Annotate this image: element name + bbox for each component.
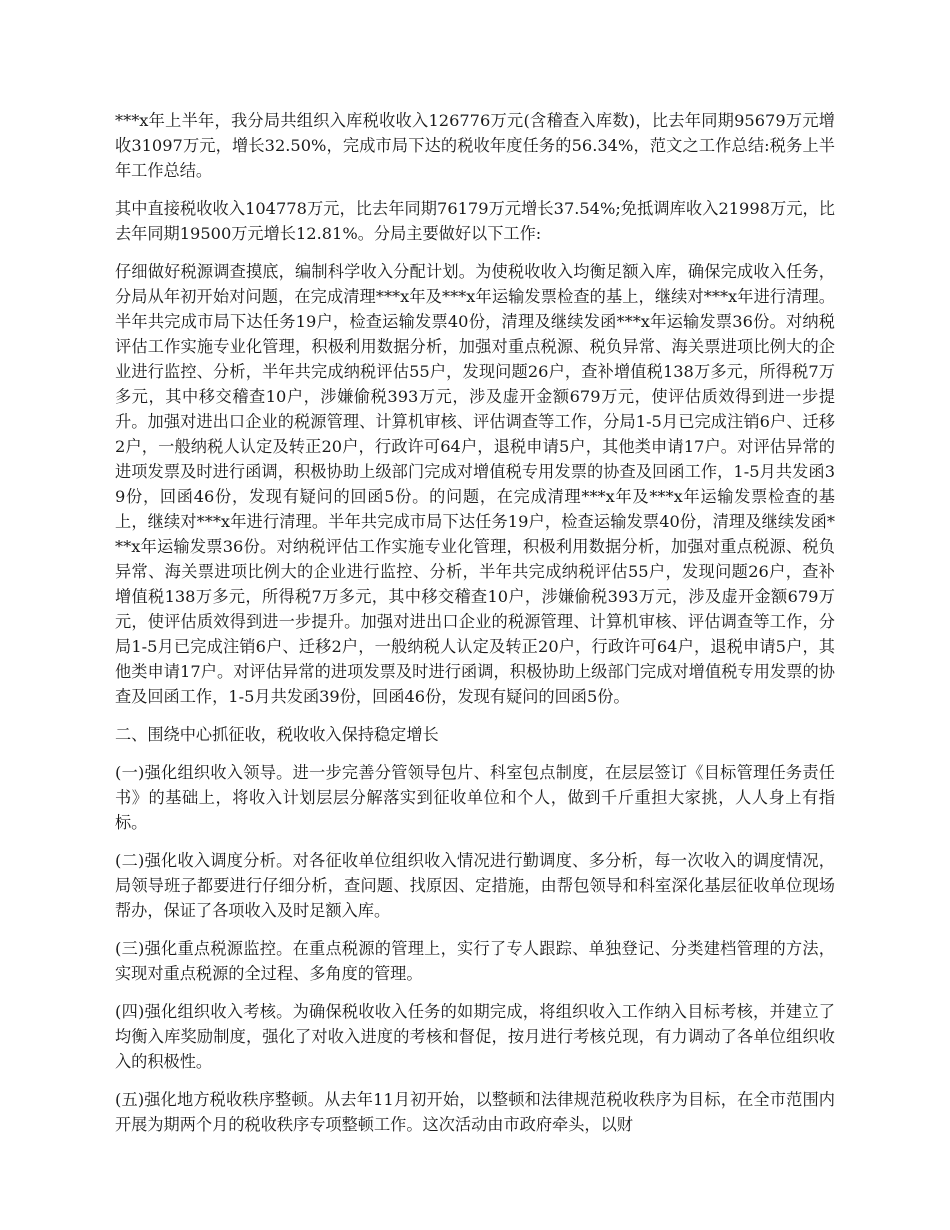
paragraph-item-4: (四)强化组织收入考核。为确保税收收入任务的如期完成，将组织收入工作纳入目标考核，并建立了均衡入库奖励制度，强化了对收入进度的考核和督促，按月进行考核兑现，有力调动了各单位组织收入的积极性。 [115, 1002, 835, 1071]
paragraph-item-2: (二)强化收入调度分析。对各征收单位组织收入情况进行勤调度、多分析，每一次收入的调度情况，局领导班子都要进行仔细分析，查问题、找原因、定措施，由帮包领导和科室深化基层征收单位现场帮办，保证了各项收入及时足额入库。 [115, 851, 835, 920]
section-heading: 二、围绕中心抓征收，税收收入保持稳定增长 [115, 725, 439, 744]
document-page [115, 108, 835, 1150]
paragraph-revenue-breakdown: 其中直接税收收入104778万元，比去年同期76179万元增长37.54%;免抵调库收入21998万元，比去年同期19500万元增长12.81%。分局主要做好以下工作: [115, 199, 835, 243]
paragraph-tax-source-survey: 仔细做好税源调查摸底，编制科学收入分配计划。为使税收收入均衡足额入库，确保完成收入任务，分局从年初开始对问题，在完成清理***x年及***x年运输发票检查的基上，继续对***x年进行清理。半年共完成市局下达任务19户，检查运输发票40份，清理及继续发函***x年运输发票36份。对纳税评估工作实施专业化管理，积极利用数据分析，加强对重点税源、税负异常、海关票进项比例大的企业进行监控、分析，半年共完成纳税评估55户，发现问题26户，查补增值税138万多元，所得税7万多元，其中移交稽查10户，涉嫌偷税393万元，涉及虚开金额679万元，使评估质效得到进一步提升。加强对进出口企业的税源管理、计算机审核、评估调查等工作，分局1-5月已完成注销6户、迁移2户，一般纳税人认定及转正20户，行政许可64户，退税申请5户，其他类申请17户。对评估异常的进项发票及时进行函调，积极协助上级部门完成对增值税专用发票的协查及回函工作，1-5月共发函39份，回函46份，发现有疑问的回函5份。的问题，在完成清理***x年及***x年运输发票检查的基上，继续对***x年进行清理。半年共完成市局下达任务19户，检查运输发票40份，清理及继续发函***x年运输发票36份。对纳税评估工作实施专业化管理，积极利用数据分析，加强对重点税源、税负异常、海关票进项比例大的企业进行监控、分析，半年共完成纳税评估55户，发现问题26户，查补增值税138万多元，所得税7万多元，其中移交稽查10户，涉嫌偷税393万元，涉及虚开金额679万元，使评估质效得到进一步提升。加强对进出口企业的税源管理、计算机审核、评估调查等工作，分局1-5月已完成注销6户、迁移2户，一般纳税人认定及转正20户，行政许可64户，退税申请5户，其他类申请17户。对评估异常的进项发票及时进行函调，积极协助上级部门完成对增值税专用发票的协查及回函工作，1-5月共发函39份，回函46份，发现有疑问的回函5份。 [115, 262, 835, 706]
paragraph-item-1: (一)强化组织收入领导。进一步完善分管领导包片、科室包点制度，在层层签订《目标管理任务责任书》的基础上，将收入计划层层分解落实到征收单位和个人，做到千斤重担大家挑，人人身上有指标。 [115, 763, 835, 832]
paragraph-summary: ***x年上半年，我分局共组织入库税收收入126776万元(含稽查入库数)，比去年同期95679万元增收31097万元，增长32.50%，完成市局下达的税收年度任务的56.34%，范文之工作总结:税务上半年工作总结。 [115, 111, 835, 180]
paragraph-item-3: (三)强化重点税源监控。在重点税源的管理上，实行了专人跟踪、单独登记、分类建档管理的方法，实现对重点税源的全过程、多角度的管理。 [115, 939, 835, 983]
paragraph-item-5: (五)强化地方税收秩序整顿。从去年11月初开始，以整顿和法律规范税收秩序为目标，在全市范围内开展为期两个月的税收秩序专项整顿工作。这次活动由市政府牵头，以财 [115, 1090, 835, 1134]
